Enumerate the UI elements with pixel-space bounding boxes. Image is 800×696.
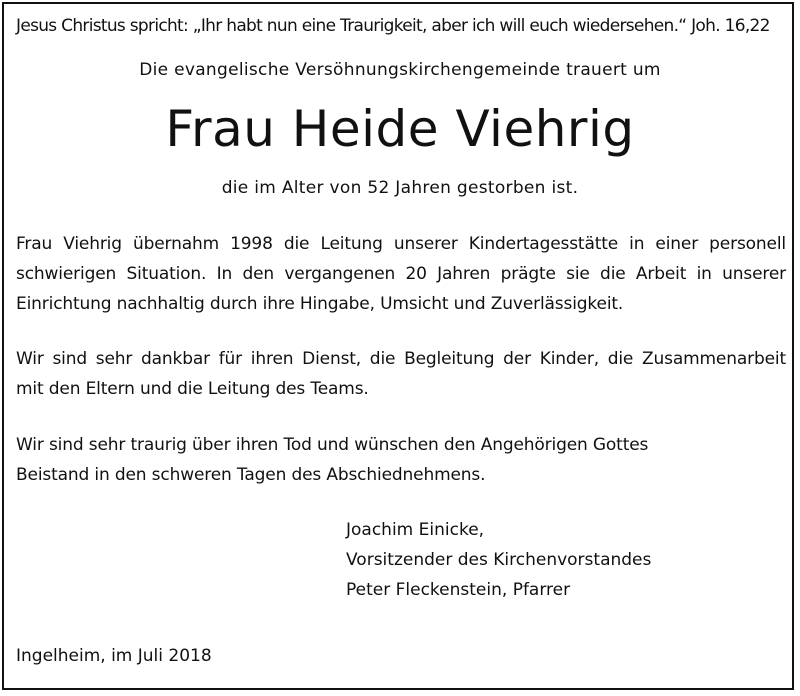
- paragraph-condolence: [16, 430, 786, 490]
- bible-verse: Jesus Christus spricht: „Ihr habt nun eine Traurigkeit, aber ich will euch wiedersehen.“ Joh. 16,22: [16, 16, 770, 36]
- signature-line: Joachim Einicke,: [346, 520, 485, 540]
- paragraph-line: Einrichtung nachhaltig durch ihre Hingabe, Umsicht und Zuverlässigkeit.: [16, 294, 624, 314]
- signature-line: Vorsitzender des Kirchenvorstandes: [346, 550, 652, 570]
- paragraph-gratitude: [16, 344, 786, 404]
- paragraph-line: schwierigen Situation. In den vergangenen 20 Jahren prägte sie die Arbeit in unserer: [16, 264, 786, 284]
- signature-line: Peter Fleckenstein, Pfarrer: [346, 580, 571, 600]
- signature-block: [346, 515, 651, 605]
- place-date: Ingelheim, im Juli 2018: [16, 646, 212, 666]
- paragraph-line: Beistand in den schweren Tagen des Abschiednehmens.: [16, 465, 486, 485]
- paragraph-line: Wir sind sehr traurig über ihren Tod und wünschen den Angehörigen Gottes: [16, 435, 649, 455]
- paragraph-line: Frau Viehrig übernahm 1998 die Leitung unserer Kindertagesstätte in einer personell: [16, 234, 786, 254]
- paragraph-line: Wir sind sehr dankbar für ihren Dienst, die Begleitung der Kinder, die Zusammenarbeit: [16, 349, 786, 369]
- intro-text: Die evangelische Versöhnungskirchengemeinde trauert um: [139, 60, 661, 80]
- deceased-name: Frau Heide Viehrig: [165, 100, 635, 158]
- paragraph-career: [16, 229, 786, 319]
- paragraph-line: mit den Eltern und die Leitung des Teams.: [16, 379, 369, 399]
- age-line: die im Alter von 52 Jahren gestorben ist.: [221, 178, 579, 198]
